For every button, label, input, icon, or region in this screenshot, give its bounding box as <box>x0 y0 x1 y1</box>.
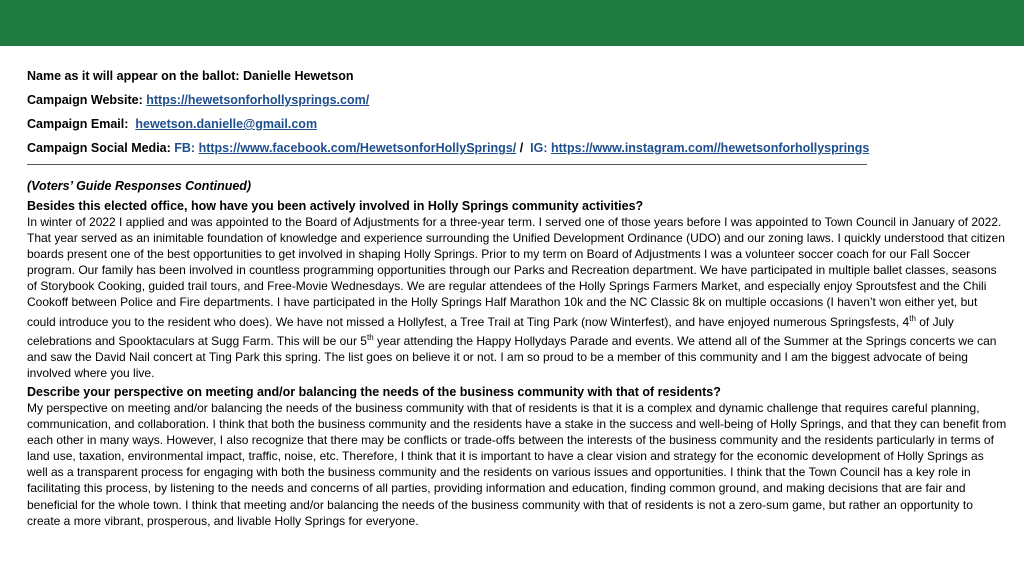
answer-2: My perspective on meeting and/or balancing the needs of the business community with that of residents is that it is a complex and dynamic challenge that requires careful planning, communication, and collaboration. I think that both the business community and the residents have a stake in the success and well-being of Holly Springs, and that they can benefit from each other in many ways. However, I also recognize that there may be conflicts or trade-offs between the interests of the business community and the residents particularly in terms of land use, taxation, environmental impact, traffic, noise, etc. Therefore, I think that it is important to have a clear vision and strategy for the economic development of Holly Springs as well as a transparent process for engaging with both the business community and the residents on various issues and opportunities. I think that the Town Council has a key role in facilitating this process, by listening to the needs and concerns of all parties, providing information and education, finding common ground, and making decisions that are fair and beneficial for the whole town. I think that meeting and/or balancing the needs of the business community with that of residents is not a zero-sum game, but rather an opportunity to create a more vibrant, prosperous, and livable Holly Springs for everyone. <box>27 400 1007 528</box>
continued-label: (Voters’ Guide Responses Continued) <box>27 179 252 193</box>
answer-1-sup-1: th <box>909 313 916 323</box>
document-body <box>27 68 1007 532</box>
ballot-name-label: Name as it will appear on the ballot: <box>27 69 240 83</box>
question-1: Besides this elected office, how have you been actively involved in Holly Springs community activities? <box>27 199 644 213</box>
ballot-name-line <box>27 68 1007 84</box>
social-separator: / <box>519 141 524 155</box>
email-line <box>27 116 1007 132</box>
website-label: Campaign Website: <box>27 93 143 107</box>
instagram-link[interactable]: https://www.instagram.com//hewetsonforhollysprings <box>550 141 870 155</box>
fb-label: FB: <box>174 141 196 155</box>
email-label: Campaign Email: <box>27 117 129 131</box>
answer-1-sup-2: th <box>366 332 374 342</box>
email-link[interactable]: hewetson.danielle@gmail.com <box>135 117 318 131</box>
divider <box>27 164 867 165</box>
website-link[interactable]: https://hewetsonforhollysprings.com/ <box>146 93 370 107</box>
answer-1 <box>27 214 1007 381</box>
answer-1-part-3: year attending the Happy Hollydays Parade and events. We attend all of the Summer at the Springs concerts we can and saw the David Nail concert at Ting Park this spring. The list goes on believe it or not. I am so proud to be a member of this community and I am the biggest advocate of being involved where you live. <box>27 333 997 380</box>
top-banner <box>0 0 1024 46</box>
website-line <box>27 92 1007 108</box>
answer-1-part-2: of July celebrations and Spooktaculars at Sugg Farm. This will be our 5 <box>27 314 954 348</box>
social-line <box>27 140 1007 156</box>
question-2: Describe your perspective on meeting and/or balancing the needs of the business community with that of residents? <box>27 384 721 399</box>
ballot-name-value: Danielle Hewetson <box>243 69 354 83</box>
social-label: Campaign Social Media: <box>27 141 171 155</box>
facebook-link[interactable]: https://www.facebook.com/HewetsonforHollySprings/ <box>198 141 517 155</box>
ig-label: IG: <box>530 141 548 155</box>
answer-1-part-1: In winter of 2022 I applied and was appointed to the Board of Adjustments for a three-year term. I served one of those years before I was appointed to Town Council in January of 2022. That year served as an inimitable foundation of knowledge and experience surrounding the Unified Development Ordinance (UDO) and our zoning laws. I quickly understood that citizen boards present one of the best opportunities to get involved in shaping Holly Springs. Prior to my term on Board of Adjustments I was a volunteer soccer coach for our Fall Soccer program. Our family has been involved in countless programming opportunities through our Parks and Recreation department. We have participated in multiple ballet classes, seasons of Storybook Cooking, guided trail tours, and Free-Movie Wednesdays. We are regular attendees of the Holly Springs Farmers Market, and especially enjoy Sproutsfest and the Chili Cookoff between Police and Fire departments. I have participated in the Holly Springs Half Marathon 10k and the NC Classic 8k on multiple occasions (I haven’t won either yet, but could introduce you to the resident who does). We have not missed a Hollyfest, a Tree Trail at Ting Park (now Winterfest), and have enjoyed numerous Springsfests, 4 <box>27 215 1005 329</box>
